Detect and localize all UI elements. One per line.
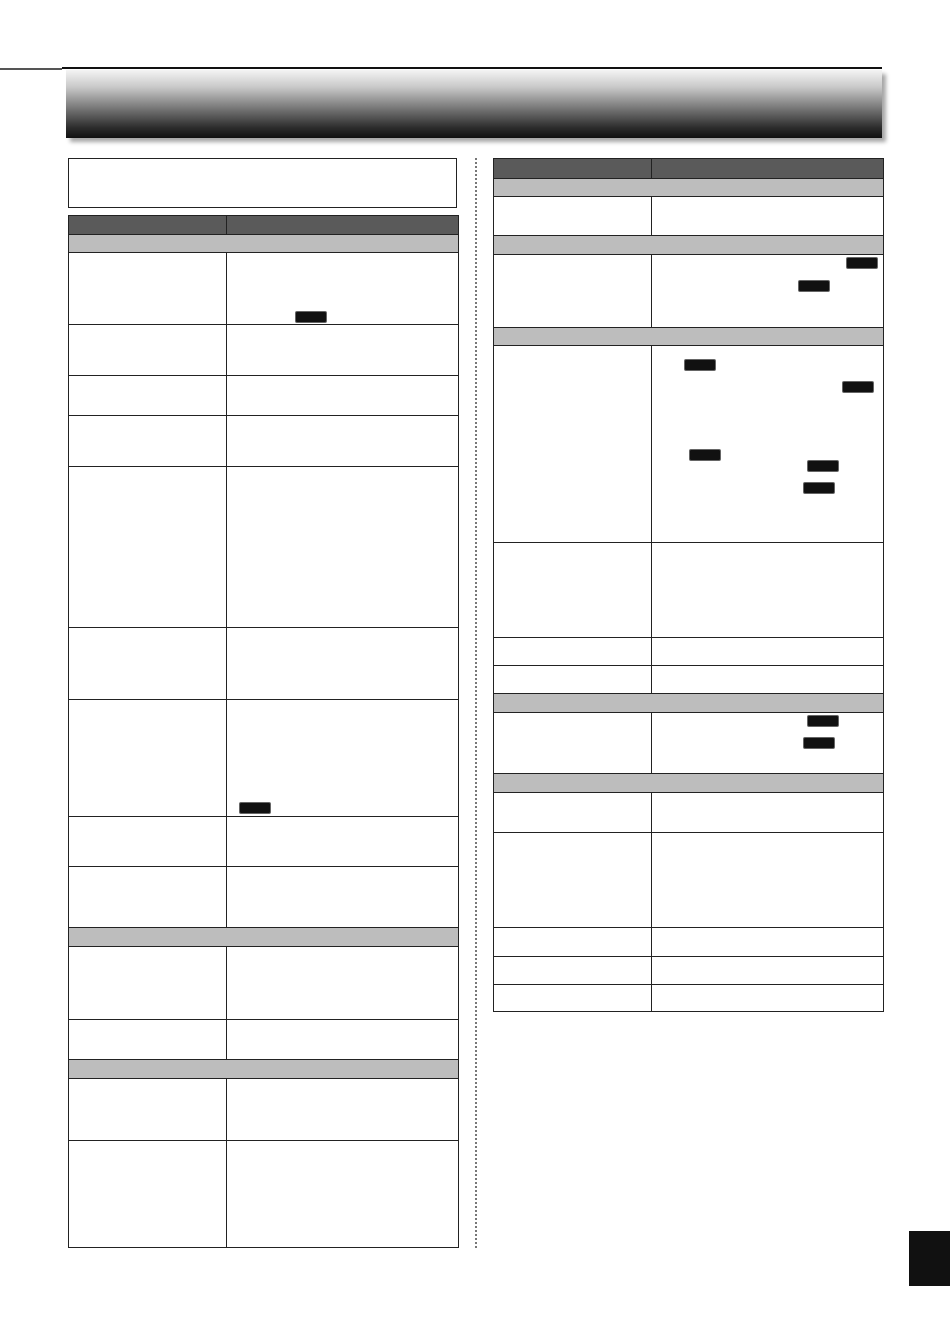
table-row xyxy=(69,817,459,867)
table-row xyxy=(69,1141,459,1248)
setting-description xyxy=(227,947,459,1020)
column-header-description xyxy=(227,216,459,235)
table-row xyxy=(69,1020,459,1060)
section-label xyxy=(69,928,459,947)
setting-name xyxy=(494,638,652,666)
page-tab xyxy=(909,1231,950,1286)
column-header-item xyxy=(494,159,652,179)
table-row xyxy=(494,833,884,928)
table-row xyxy=(494,543,884,638)
mode-badge-icon xyxy=(684,359,716,371)
column-divider xyxy=(475,158,477,1248)
setting-name xyxy=(69,1079,227,1141)
section-label xyxy=(494,774,884,793)
mode-badge-icon xyxy=(807,715,839,727)
mode-badge-icon xyxy=(798,280,830,292)
setting-name xyxy=(69,253,227,325)
mode-badge-icon xyxy=(295,311,327,323)
setting-name xyxy=(69,325,227,376)
table-row xyxy=(69,1079,459,1141)
setting-description xyxy=(652,638,884,666)
setting-name xyxy=(494,543,652,638)
setting-description xyxy=(652,713,884,774)
setting-name xyxy=(69,376,227,416)
table-row xyxy=(494,197,884,236)
section-label xyxy=(494,694,884,713)
setting-description xyxy=(652,928,884,957)
table-row xyxy=(69,376,459,416)
setting-name xyxy=(69,817,227,867)
setting-description xyxy=(227,253,459,325)
right-spec-table xyxy=(493,158,884,1012)
setting-description xyxy=(227,376,459,416)
table-row xyxy=(494,713,884,774)
setting-description xyxy=(227,628,459,700)
table-row xyxy=(69,467,459,628)
setting-description xyxy=(652,346,884,543)
setting-description xyxy=(652,255,884,328)
note-box xyxy=(68,158,457,208)
setting-description xyxy=(227,700,459,817)
table-row xyxy=(494,957,884,985)
section-row xyxy=(494,694,884,713)
setting-description xyxy=(652,666,884,694)
setting-description xyxy=(652,197,884,236)
table-row xyxy=(494,638,884,666)
setting-description xyxy=(227,416,459,467)
mode-badge-icon xyxy=(846,257,878,269)
setting-name xyxy=(494,985,652,1012)
table-row xyxy=(69,253,459,325)
column-header-description xyxy=(652,159,884,179)
left-spec-table xyxy=(68,215,459,1248)
setting-name xyxy=(494,713,652,774)
table-row xyxy=(494,346,884,543)
section-row xyxy=(494,774,884,793)
setting-name xyxy=(69,416,227,467)
table-row xyxy=(69,628,459,700)
table-header-row xyxy=(69,216,459,235)
section-label xyxy=(494,236,884,255)
section-row xyxy=(494,236,884,255)
mode-badge-icon xyxy=(803,737,835,749)
chapter-banner xyxy=(66,70,882,138)
table-row xyxy=(494,928,884,957)
section-label xyxy=(494,328,884,346)
setting-name xyxy=(494,346,652,543)
mode-badge-icon xyxy=(803,482,835,494)
setting-name xyxy=(494,255,652,328)
setting-description xyxy=(652,957,884,985)
setting-description xyxy=(227,1141,459,1248)
setting-name xyxy=(494,833,652,928)
mode-badge-icon xyxy=(239,802,271,814)
setting-name xyxy=(494,666,652,694)
setting-name xyxy=(69,700,227,817)
section-row xyxy=(494,179,884,197)
setting-name xyxy=(69,1020,227,1060)
setting-description xyxy=(227,867,459,928)
setting-description xyxy=(227,1079,459,1141)
top-rule-left xyxy=(0,68,62,70)
table-header-row xyxy=(494,159,884,179)
setting-description xyxy=(227,467,459,628)
setting-description xyxy=(652,985,884,1012)
table-row xyxy=(69,325,459,376)
table-row xyxy=(494,666,884,694)
setting-description xyxy=(652,833,884,928)
top-rule xyxy=(62,67,882,69)
mode-badge-icon xyxy=(842,381,874,393)
column-header-item xyxy=(69,216,227,235)
table-row xyxy=(494,985,884,1012)
table-row xyxy=(69,700,459,817)
section-label xyxy=(69,1060,459,1079)
setting-name xyxy=(69,467,227,628)
mode-badge-icon xyxy=(689,449,721,461)
table-row xyxy=(494,793,884,833)
setting-description xyxy=(227,1020,459,1060)
setting-description xyxy=(227,817,459,867)
section-label xyxy=(494,179,884,197)
setting-name xyxy=(494,197,652,236)
setting-name xyxy=(494,957,652,985)
table-row xyxy=(69,947,459,1020)
section-row xyxy=(69,1060,459,1079)
section-row xyxy=(494,328,884,346)
section-row xyxy=(69,235,459,253)
setting-name xyxy=(69,1141,227,1248)
mode-badge-icon xyxy=(807,460,839,472)
setting-name xyxy=(69,867,227,928)
setting-name xyxy=(494,928,652,957)
section-label xyxy=(69,235,459,253)
setting-description xyxy=(227,325,459,376)
setting-name xyxy=(69,947,227,1020)
setting-name xyxy=(69,628,227,700)
setting-description xyxy=(652,793,884,833)
table-row xyxy=(69,867,459,928)
setting-description xyxy=(652,543,884,638)
table-row xyxy=(69,416,459,467)
setting-name xyxy=(494,793,652,833)
table-row xyxy=(494,255,884,328)
section-row xyxy=(69,928,459,947)
